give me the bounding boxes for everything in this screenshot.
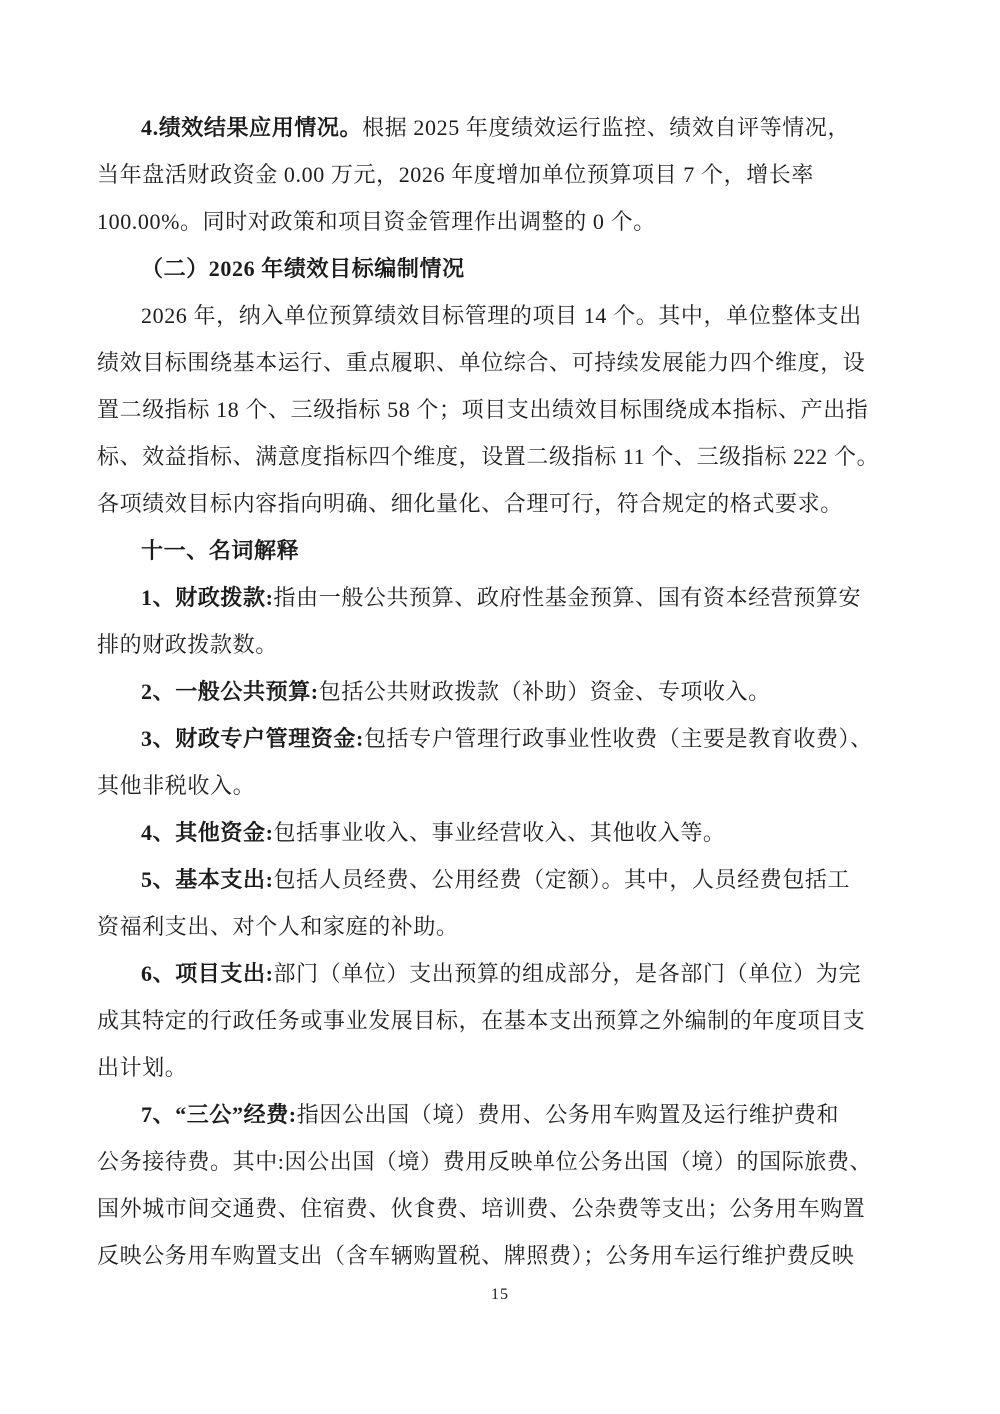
document-line-13 <box>97 668 909 715</box>
text-segment: 包括人员经费、公用经费（定额）。其中，人员经费包括工 <box>273 867 851 892</box>
text-segment: 国外城市间交通费、住宿费、伙食费、培训费、公杂费等支出；公务用车购置 <box>97 1196 866 1221</box>
bold-text-segment: 2、一般公共预算: <box>141 679 319 704</box>
document-line-9 <box>97 480 909 527</box>
text-segment: 2026 年，纳入单位预算绩效目标管理的项目 14 个。其中，单位整体支出 <box>141 303 862 328</box>
bold-text-segment: 7、“三公”经费: <box>141 1102 297 1127</box>
text-segment: 各项绩效目标内容指向明确、细化量化、合理可行，符合规定的格式要求。 <box>97 491 843 516</box>
text-segment: 资福利支出、对个人和家庭的补助。 <box>97 914 459 939</box>
document-line-24 <box>97 1185 909 1232</box>
bold-text-segment: 3、财政专户管理资金: <box>141 726 364 751</box>
text-segment: 出计划。 <box>97 1055 188 1080</box>
page-number: 15 <box>491 1286 509 1303</box>
text-segment: 绩效目标围绕基本运行、重点履职、单位综合、可持续发展能力四个维度，设 <box>97 350 866 375</box>
bold-text-segment: 4.绩效结果应用情况。 <box>141 115 363 140</box>
document-line-22 <box>97 1091 909 1138</box>
bold-text-segment: （二）2026 年绩效目标编制情况 <box>141 256 465 281</box>
bold-text-segment: 6、项目支出: <box>141 961 274 986</box>
document-line-19 <box>97 950 909 997</box>
text-segment: 100.00%。同时对政策和项目资金管理作出调整的 0 个。 <box>97 209 656 234</box>
text-segment: 指因公出国（境）费用、公务用车购置及运行维护费和 <box>296 1102 840 1127</box>
text-segment: 指由一般公共预算、政府性基金预算、国有资本经营预算安 <box>273 585 862 610</box>
document-line-17 <box>97 856 909 903</box>
document-line-7 <box>97 386 909 433</box>
document-line-23 <box>97 1138 909 1185</box>
document-line-1 <box>97 104 909 151</box>
text-segment: 排的财政拨款数。 <box>97 632 278 657</box>
document-line-21 <box>97 1044 909 1091</box>
bold-text-segment: 1、财政拨款: <box>141 585 274 610</box>
document-line-3 <box>97 198 909 245</box>
text-segment: 包括专户管理行政事业性收费（主要是教育收费）、 <box>363 726 873 751</box>
document-line-6 <box>97 339 909 386</box>
bold-text-segment: 5、基本支出: <box>141 867 274 892</box>
text-segment: 置二级指标 18 个、三级指标 58 个；项目支出绩效目标围绕成本指标、产出指 <box>97 397 869 422</box>
document-line-14 <box>97 715 909 762</box>
document-line-2 <box>97 151 909 198</box>
document-line-15 <box>97 762 909 809</box>
document-line-20 <box>97 997 909 1044</box>
bold-text-segment: 十一、名词解释 <box>141 538 300 563</box>
text-segment: 公务接待费。其中:因公出国（境）费用反映单位公务出国（境）的国际旅费、 <box>97 1149 873 1174</box>
text-segment: 根据 2025 年度绩效运行监控、绩效自评等情况， <box>362 115 851 140</box>
document-line-11 <box>97 574 909 621</box>
text-segment: 包括公共财政拨款（补助）资金、专项收入。 <box>318 679 771 704</box>
document-line-10 <box>97 527 909 574</box>
document-line-25 <box>97 1232 909 1279</box>
text-segment: 反映公务用车购置支出（含车辆购置税、牌照费）；公务用车运行维护费反映 <box>97 1243 855 1268</box>
bold-text-segment: 4、其他资金: <box>141 820 274 845</box>
text-segment: 包括事业收入、事业经营收入、其他收入等。 <box>273 820 726 845</box>
document-line-12 <box>97 621 909 668</box>
text-segment: 部门（单位）支出预算的组成部分，是各部门（单位）为完 <box>273 961 862 986</box>
text-segment: 当年盘活财政资金 0.00 万元，2026 年度增加单位预算项目 7 个，增长率 <box>97 162 815 187</box>
document-line-5 <box>97 292 909 339</box>
document-content <box>97 104 909 1279</box>
document-line-16 <box>97 809 909 856</box>
text-segment: 成其特定的行政任务或事业发展目标，在基本支出预算之外编制的年度项目支 <box>97 1008 866 1033</box>
document-line-4 <box>97 245 909 292</box>
document-line-18 <box>97 903 909 950</box>
document-line-8 <box>97 433 909 480</box>
text-segment: 其他非税收入。 <box>97 773 256 798</box>
text-segment: 标、效益指标、满意度指标四个维度，设置二级指标 11 个、三级指标 222 个。 <box>97 444 880 469</box>
